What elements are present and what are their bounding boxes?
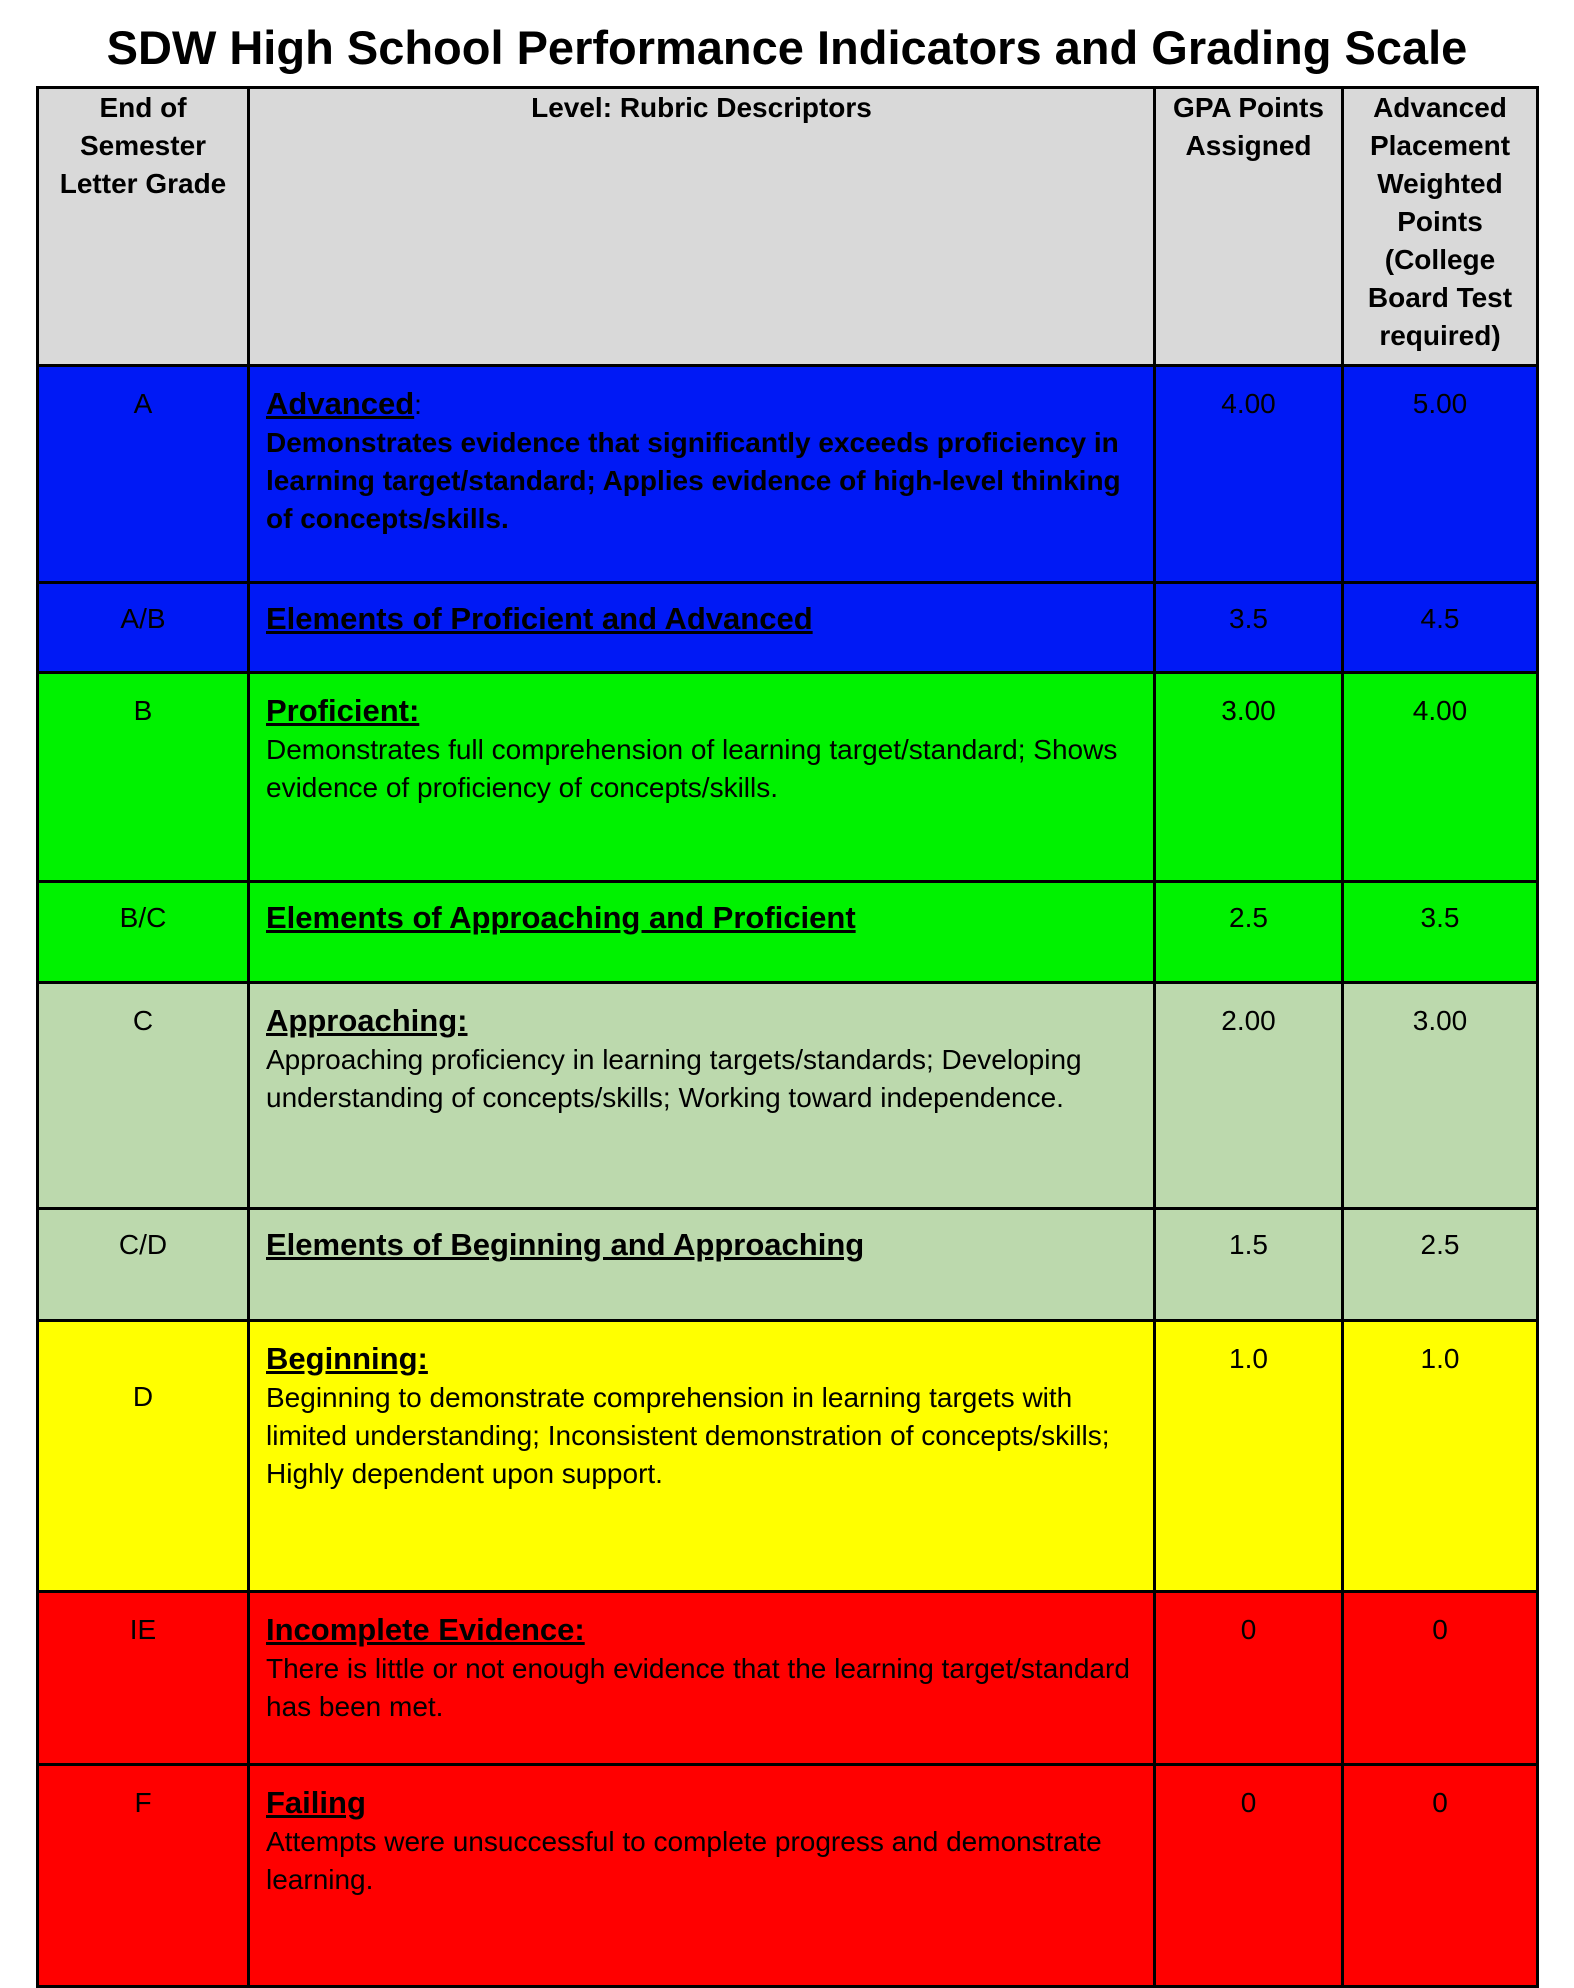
gpa-points: 1.0 [1155, 1321, 1343, 1592]
table-row [38, 1209, 1538, 1321]
ap-points: 0 [1343, 1765, 1538, 1987]
table-row [38, 1321, 1538, 1592]
header-ap-weighted-points: Advanced Placement Weighted Points (College Board Test required) [1343, 88, 1538, 366]
level-description: Demonstrates full comprehension of learning target/standard; Shows evidence of proficiency of concepts/skills. [266, 734, 1118, 803]
level-name: Elements of Approaching and Proficient [266, 900, 856, 935]
rubric-descriptor [249, 983, 1155, 1209]
gpa-points: 2.5 [1155, 882, 1343, 983]
grading-scale-table [36, 86, 1539, 1988]
letter-grade: A/B [38, 583, 249, 673]
letter-grade: F [38, 1765, 249, 1987]
rubric-descriptor [249, 673, 1155, 882]
table-row [38, 1765, 1538, 1987]
table-row [38, 583, 1538, 673]
header-letter-grade: End of Semester Letter Grade [38, 88, 249, 366]
ap-points: 5.00 [1343, 366, 1538, 583]
level-description: Approaching proficiency in learning targets/standards; Developing understanding of concepts/skills; Working toward independence. [266, 1044, 1082, 1113]
gpa-points: 2.00 [1155, 983, 1343, 1209]
level-name: Beginning: [266, 1341, 428, 1376]
table-row [38, 882, 1538, 983]
header-gpa-points: GPA Points Assigned [1155, 88, 1343, 366]
rubric-descriptor [249, 882, 1155, 983]
level-name: Elements of Proficient and Advanced [266, 601, 813, 636]
table-row [38, 983, 1538, 1209]
level-description: Attempts were unsuccessful to complete progress and demonstrate learning. [266, 1826, 1102, 1895]
ap-points: 4.5 [1343, 583, 1538, 673]
level-name: Proficient: [266, 693, 420, 728]
level-name: Elements of Beginning and Approaching [266, 1227, 865, 1262]
rubric-descriptor [249, 1765, 1155, 1987]
table-header-row [38, 88, 1538, 366]
ap-points: 1.0 [1343, 1321, 1538, 1592]
letter-grade: B/C [38, 882, 249, 983]
gpa-points: 3.5 [1155, 583, 1343, 673]
level-description: Beginning to demonstrate comprehension in learning targets with limited understanding; Inconsistent demonstration of concepts/skills; Highly dependent upon support. [266, 1382, 1110, 1489]
letter-grade: B [38, 673, 249, 882]
rubric-descriptor [249, 583, 1155, 673]
rubric-descriptor [249, 1209, 1155, 1321]
letter-grade: A [38, 366, 249, 583]
page-title: SDW High School Performance Indicators and Grading Scale [106, 21, 1468, 74]
header-rubric-descriptors: Level: Rubric Descriptors [249, 88, 1155, 366]
level-name: Advanced [266, 386, 415, 421]
rubric-descriptor [249, 1592, 1155, 1765]
gpa-points: 0 [1155, 1592, 1343, 1765]
letter-grade: C/D [38, 1209, 249, 1321]
gpa-points: 0 [1155, 1765, 1343, 1987]
gpa-points: 4.00 [1155, 366, 1343, 583]
level-name: Failing [266, 1785, 366, 1820]
ap-points: 3.5 [1343, 882, 1538, 983]
gpa-points: 1.5 [1155, 1209, 1343, 1321]
ap-points: 2.5 [1343, 1209, 1538, 1321]
rubric-descriptor [249, 366, 1155, 583]
level-name: Approaching: [266, 1003, 468, 1038]
table-row [38, 673, 1538, 882]
level-suffix: : [414, 389, 422, 420]
letter-grade: C [38, 983, 249, 1209]
table-row [38, 366, 1538, 583]
ap-points: 4.00 [1343, 673, 1538, 882]
gpa-points: 3.00 [1155, 673, 1343, 882]
letter-grade: D [38, 1321, 249, 1592]
letter-grade: IE [38, 1592, 249, 1765]
level-description: Demonstrates evidence that significantly exceeds proficiency in learning target/standard; Applies evidence of high-level thinking of concepts/skills. [266, 427, 1121, 534]
level-description: There is little or not enough evidence that the learning target/standard has been met. [266, 1653, 1130, 1722]
rubric-descriptor [249, 1321, 1155, 1592]
table-row [38, 1592, 1538, 1765]
ap-points: 0 [1343, 1592, 1538, 1765]
level-name: Incomplete Evidence: [266, 1612, 585, 1647]
ap-points: 3.00 [1343, 983, 1538, 1209]
